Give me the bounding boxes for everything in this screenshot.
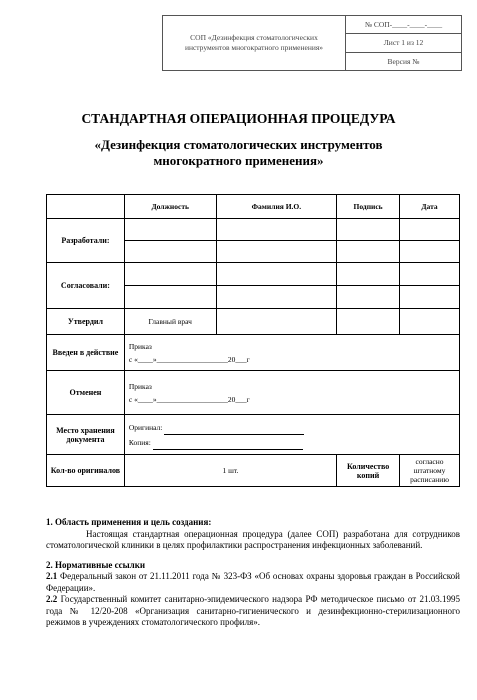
section21-text: Федеральный закон от 21.11.2011 года № 323-ФЗ «Об основах охраны здоровья граждан в Российской Федерации». <box>46 571 460 593</box>
cell <box>337 241 400 263</box>
table-row <box>47 455 460 487</box>
approved-label: Утвердил <box>47 309 125 335</box>
cell <box>124 263 216 286</box>
cell <box>216 309 337 335</box>
table-header-row <box>47 195 460 219</box>
order2-label: Приказ <box>128 381 152 391</box>
originals-count-label: Кол-во оригиналов <box>47 455 125 487</box>
header-title <box>163 16 346 70</box>
cell <box>400 219 460 241</box>
cell <box>216 263 337 286</box>
document-title: СТАНДАРТНАЯ ОПЕРАЦИОННАЯ ПРОЦЕДУРА <box>81 111 396 126</box>
header-version: Версия № <box>387 56 420 66</box>
cell <box>400 263 460 286</box>
cell <box>400 241 460 263</box>
cancelled-order <box>124 371 459 415</box>
col-signature: Подпись <box>337 195 400 219</box>
order1-line: с «____»___________________20___г <box>128 354 250 364</box>
cell <box>337 286 400 309</box>
copies-count-label: Количество копий <box>337 455 400 487</box>
section2-title: 2. Нормативные ссылки <box>46 559 146 570</box>
enacted-order <box>124 335 459 371</box>
cancelled-label: Отменен <box>47 371 125 415</box>
section22-num: 2.2 <box>46 594 58 604</box>
document-header <box>162 15 462 71</box>
header-sheet: Лист 1 из 12 <box>346 34 461 52</box>
agreed-label: Согласовали: <box>47 263 125 309</box>
cell <box>216 286 337 309</box>
section1-text: Настоящая стандартная операционная процедура (далее СОП) разработана для сотрудников стоматологической клиники в целях профилактики распространения инфекционных заболеваний. <box>46 528 460 550</box>
header-title-line2: инструментов многократного применения» <box>184 43 324 52</box>
col-date: Дата <box>400 195 460 219</box>
document-subtitle <box>0 137 477 169</box>
cell <box>216 219 337 241</box>
original-line <box>164 426 304 435</box>
document-body <box>46 517 460 629</box>
originals-count-value: 1 шт. <box>124 455 336 487</box>
cell <box>337 219 400 241</box>
order1-label: Приказ <box>128 341 152 351</box>
order2-line: с «____»___________________20___г <box>128 394 250 404</box>
cell <box>124 286 216 309</box>
table-row <box>47 263 460 286</box>
original-label: Оригинал: <box>128 422 163 432</box>
table-corner <box>47 195 125 219</box>
cell <box>400 286 460 309</box>
section22-text: Государственный комитет санитарно-эпидемического надзора РФ методическое письмо от 21.03.1995 года № 12/20-208 «Организация санитарно-гигиенического и дезинфекционно-стерилизационного режимов в учреждениях стоматологического профиля». <box>46 594 461 627</box>
col-name: Фамилия И.О. <box>216 195 337 219</box>
header-number: № СОП-____-____-____ <box>346 16 461 34</box>
section21 <box>46 571 460 594</box>
section22 <box>46 594 460 629</box>
col-position: Должность <box>124 195 216 219</box>
table-row <box>47 371 460 415</box>
copy-label: Копия: <box>128 437 151 447</box>
cell <box>124 241 216 263</box>
cell <box>400 309 460 335</box>
header-meta <box>346 16 461 70</box>
approved-position: Главный врач <box>124 309 216 335</box>
subtitle-line2: многократного применения» <box>153 153 324 168</box>
cell <box>124 219 216 241</box>
copy-line <box>153 441 303 450</box>
developed-label: Разработали: <box>47 219 125 263</box>
header-title-line1: СОП «Дезинфекция стоматологических <box>190 33 318 42</box>
subtitle-line1: «Дезинфекция стоматологических инструментов <box>94 137 383 152</box>
section21-num: 2.1 <box>46 571 58 581</box>
section1-title: 1. Область применения и цель создания: <box>46 517 212 527</box>
enacted-label: Введен в действие <box>47 335 125 371</box>
table-row <box>47 309 460 335</box>
cell <box>337 309 400 335</box>
cell <box>337 263 400 286</box>
location-cell <box>124 415 459 455</box>
copies-count-value: согласно штатному расписанию <box>400 455 460 487</box>
approval-table <box>46 194 460 487</box>
table-row <box>47 415 460 455</box>
location-label: Место хранения документа <box>47 415 125 455</box>
table-row <box>47 335 460 371</box>
cell <box>216 241 337 263</box>
table-row <box>47 219 460 241</box>
